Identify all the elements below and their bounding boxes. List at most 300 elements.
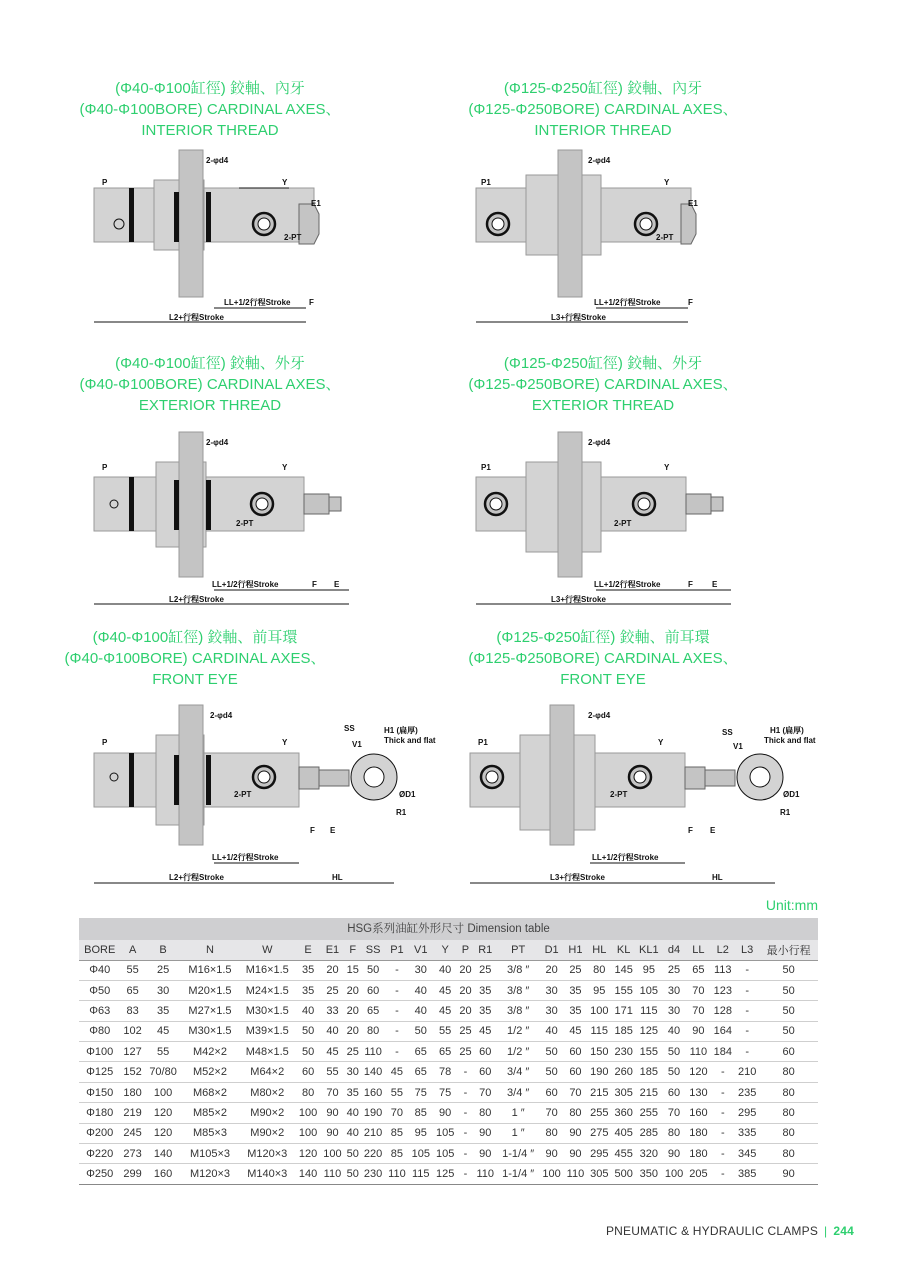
table-cell: 25 <box>457 1042 473 1062</box>
table-cell: 100 <box>662 1164 686 1184</box>
table-cell: 50 <box>759 1021 818 1041</box>
table-cell: M30×1.5 <box>181 1021 238 1041</box>
table-cell: 130 <box>686 1082 710 1102</box>
table-cell: 25 <box>320 980 344 1000</box>
table-cell: 140 <box>361 1062 385 1082</box>
table-cell: 90 <box>759 1164 818 1184</box>
table-cell: 100 <box>539 1164 563 1184</box>
table-cell: 120 <box>296 1144 320 1164</box>
table-cell: 105 <box>433 1144 457 1164</box>
table-cell: 40 <box>345 1103 361 1123</box>
table-cell: 70/80 <box>145 1062 182 1082</box>
table-cell: 3/8 ″ <box>497 1001 540 1021</box>
label-pt: 2-PT <box>234 790 252 799</box>
table-cell: 260 <box>611 1062 635 1082</box>
table-cell: 40 <box>345 1123 361 1143</box>
table-cell: - <box>711 1062 735 1082</box>
label-f: F <box>688 580 693 589</box>
table-row <box>79 960 818 980</box>
table-cell: - <box>711 1164 735 1184</box>
table-cell: 180 <box>120 1082 144 1102</box>
table-cell: 100 <box>587 1001 611 1021</box>
table-cell: Φ125 <box>79 1062 120 1082</box>
table-cell: - <box>735 1042 759 1062</box>
table-header-cell: KL1 <box>636 940 662 960</box>
table-header-cell: R1 <box>474 940 497 960</box>
diagram-title <box>438 353 768 416</box>
title-line-cn: (Φ40-Φ100缸徑) 鉸軸、外牙 <box>115 355 305 372</box>
table-cell: 215 <box>587 1082 611 1102</box>
table-cell: 405 <box>611 1123 635 1143</box>
label-l2: L2+行程Stroke <box>169 595 224 604</box>
table-header-cell: E1 <box>320 940 344 960</box>
table-cell: 70 <box>385 1103 408 1123</box>
table-cell: M42×2 <box>181 1042 238 1062</box>
table-cell: 110 <box>686 1042 710 1062</box>
table-header-row <box>79 940 818 960</box>
table-cell: 40 <box>539 1021 563 1041</box>
table-row <box>79 1021 818 1041</box>
label-d4: 2-φd4 <box>206 438 229 447</box>
label-y: Y <box>658 738 664 747</box>
table-header-cell: D1 <box>539 940 563 960</box>
table-cell: 20 <box>539 960 563 980</box>
label-d4: 2-φd4 <box>588 156 611 165</box>
table-cell: 160 <box>145 1164 182 1184</box>
table-cell: 295 <box>587 1144 611 1164</box>
table-cell: 100 <box>296 1103 320 1123</box>
table-cell: - <box>711 1082 735 1102</box>
table-cell: 120 <box>686 1062 710 1082</box>
table-cell: 210 <box>361 1123 385 1143</box>
table-cell: 105 <box>433 1123 457 1143</box>
table-cell: 80 <box>759 1123 818 1143</box>
table-cell: 60 <box>564 1042 587 1062</box>
table-cell: 30 <box>345 1062 361 1082</box>
label-f: F <box>688 826 693 835</box>
label-d4: 2-φd4 <box>210 711 233 720</box>
table-row <box>79 1103 818 1123</box>
table-cell: 1/2 ″ <box>497 1042 540 1062</box>
table-cell: 305 <box>611 1082 635 1102</box>
table-cell: 60 <box>759 1042 818 1062</box>
table-cell: 80 <box>759 1103 818 1123</box>
table-cell: 100 <box>145 1082 182 1102</box>
table-header-cell: B <box>145 940 182 960</box>
table-cell: 80 <box>587 960 611 980</box>
table-cell: 230 <box>361 1164 385 1184</box>
label-y: Y <box>282 738 288 747</box>
table-cell: 190 <box>361 1103 385 1123</box>
label-e: E <box>334 580 340 589</box>
table-cell: M52×2 <box>181 1062 238 1082</box>
table-cell: 35 <box>145 1001 182 1021</box>
table-cell: 127 <box>120 1042 144 1062</box>
table-cell: 45 <box>320 1042 344 1062</box>
table-cell: 55 <box>120 960 144 980</box>
table-cell: 155 <box>611 980 635 1000</box>
table-cell: 80 <box>296 1082 320 1102</box>
table-cell: 95 <box>636 960 662 980</box>
table-cell: 45 <box>385 1062 408 1082</box>
table-header-cell: L2 <box>711 940 735 960</box>
table-header-cell: Y <box>433 940 457 960</box>
table-cell: 78 <box>433 1062 457 1082</box>
table-cell: 1-1/4 ″ <box>497 1144 540 1164</box>
table-cell: 40 <box>409 980 433 1000</box>
table-cell: 35 <box>564 980 587 1000</box>
title-line-en: (Φ125-Φ250BORE) CARDINAL AXES、 <box>468 101 738 118</box>
diagram-interior-small <box>94 150 334 325</box>
table-cell: 45 <box>474 1021 497 1041</box>
table-cell: 25 <box>145 960 182 980</box>
table-cell: 70 <box>474 1082 497 1102</box>
page-number: 244 <box>833 1224 854 1238</box>
label-f: F <box>312 580 317 589</box>
table-header-cell: H1 <box>564 940 587 960</box>
label-e: E <box>330 826 336 835</box>
title-line-type: EXTERIOR THREAD <box>531 397 675 414</box>
table-cell: 160 <box>686 1103 710 1123</box>
table-cell: 55 <box>385 1082 408 1102</box>
table-row <box>79 1062 818 1082</box>
label-h1: H1 (扁厚) <box>770 726 804 735</box>
table-cell: 215 <box>636 1082 662 1102</box>
title-line-en: (Φ40-Φ100BORE) CARDINAL AXES、 <box>64 650 326 667</box>
table-cell: 245 <box>120 1123 144 1143</box>
title-line-type: FRONT EYE <box>560 671 646 688</box>
label-e: E <box>710 826 716 835</box>
table-cell: M16×1.5 <box>239 960 296 980</box>
table-cell: 20 <box>457 980 473 1000</box>
table-cell: 150 <box>587 1042 611 1062</box>
label-l2: L2+行程Stroke <box>169 873 224 882</box>
label-h1: H1 (扁厚) <box>384 726 418 735</box>
table-cell: 145 <box>611 960 635 980</box>
label-d4: 2-φd4 <box>206 156 229 165</box>
label-pt: 2-PT <box>610 790 628 799</box>
table-cell: 90 <box>320 1103 344 1123</box>
table-cell: 180 <box>686 1123 710 1143</box>
table-cell: 20 <box>320 960 344 980</box>
table-cell: 210 <box>735 1062 759 1082</box>
label-y: Y <box>282 178 288 187</box>
diagram-exterior-large <box>476 432 756 607</box>
table-cell: M68×2 <box>181 1082 238 1102</box>
table-cell: 40 <box>433 960 457 980</box>
table-cell: 190 <box>587 1062 611 1082</box>
label-pt: 2-PT <box>284 233 302 242</box>
title-line-en: (Φ125-Φ250BORE) CARDINAL AXES、 <box>468 376 738 393</box>
table-cell: Φ100 <box>79 1042 120 1062</box>
table-header-cell: KL <box>611 940 635 960</box>
table-cell: - <box>735 980 759 1000</box>
table-cell: 115 <box>409 1164 433 1184</box>
label-thick: Thick and flat <box>764 736 816 745</box>
table-cell: 40 <box>662 1021 686 1041</box>
label-ll: LL+1/2行程Stroke <box>212 853 279 862</box>
table-cell: 164 <box>711 1021 735 1041</box>
table-cell: 90 <box>539 1144 563 1164</box>
table-cell: M27×1.5 <box>181 1001 238 1021</box>
table-cell: 95 <box>587 980 611 1000</box>
table-cell: 25 <box>474 960 497 980</box>
table-cell: - <box>457 1082 473 1102</box>
table-cell: 20 <box>345 1001 361 1021</box>
table-cell: Φ63 <box>79 1001 120 1021</box>
table-cell: - <box>735 1001 759 1021</box>
table-cell: 60 <box>564 1062 587 1082</box>
label-p: P <box>102 738 108 747</box>
table-cell: 65 <box>409 1042 433 1062</box>
table-cell: 50 <box>759 980 818 1000</box>
label-pt: 2-PT <box>614 519 632 528</box>
table-cell: M90×2 <box>239 1103 296 1123</box>
table-header-cell: d4 <box>662 940 686 960</box>
table-cell: 65 <box>361 1001 385 1021</box>
table-cell: - <box>385 1001 408 1021</box>
table-cell: 35 <box>474 980 497 1000</box>
table-cell: - <box>385 1042 408 1062</box>
footer-separator: | <box>824 1224 828 1238</box>
table-cell: M20×1.5 <box>181 980 238 1000</box>
table-row <box>79 1042 818 1062</box>
table-cell: - <box>457 1103 473 1123</box>
diagram-title <box>438 78 768 141</box>
label-hl: HL <box>332 873 343 882</box>
title-line-type: EXTERIOR THREAD <box>138 397 282 414</box>
table-cell: 80 <box>759 1062 818 1082</box>
table-cell: 60 <box>539 1082 563 1102</box>
table-cell: 75 <box>433 1082 457 1102</box>
title-line-en: (Φ125-Φ250BORE) CARDINAL AXES、 <box>468 650 738 667</box>
label-l3: L3+行程Stroke <box>551 313 606 322</box>
label-p1: P1 <box>481 178 491 187</box>
table-cell: 110 <box>320 1164 344 1184</box>
table-cell: 35 <box>564 1001 587 1021</box>
table-cell: 90 <box>320 1123 344 1143</box>
table-cell: 90 <box>686 1021 710 1041</box>
table-cell: 80 <box>474 1103 497 1123</box>
table-header-cell: A <box>120 940 144 960</box>
table-cell: 70 <box>320 1082 344 1102</box>
table-cell: Φ150 <box>79 1082 120 1102</box>
label-e1: E1 <box>311 199 321 208</box>
table-header-cell: L3 <box>735 940 759 960</box>
table-cell: 273 <box>120 1144 144 1164</box>
table-cell: - <box>385 960 408 980</box>
table-cell: 140 <box>296 1164 320 1184</box>
table-cell: 70 <box>686 980 710 1000</box>
table-cell: 35 <box>345 1082 361 1102</box>
table-cell: 105 <box>636 980 662 1000</box>
title-line-en: (Φ40-Φ100BORE) CARDINAL AXES、 <box>79 376 341 393</box>
label-ss: SS <box>722 728 733 737</box>
table-cell: 30 <box>662 980 686 1000</box>
table-cell: 95 <box>409 1123 433 1143</box>
title-line-cn: (Φ125-Φ250缸徑) 鉸軸、前耳環 <box>496 629 710 646</box>
table-cell: 295 <box>735 1103 759 1123</box>
title-line-cn: (Φ40-Φ100缸徑) 鉸軸、前耳環 <box>92 629 298 646</box>
label-y: Y <box>282 463 288 472</box>
table-cell: 80 <box>759 1144 818 1164</box>
table-cell: Φ80 <box>79 1021 120 1041</box>
table-cell: 25 <box>457 1021 473 1041</box>
table-cell: 50 <box>361 960 385 980</box>
table-cell: - <box>711 1144 735 1164</box>
table-cell: 90 <box>662 1144 686 1164</box>
table-cell: - <box>385 1021 408 1041</box>
table-cell: 60 <box>662 1082 686 1102</box>
table-cell: 120 <box>145 1103 182 1123</box>
label-v1: V1 <box>352 740 362 749</box>
diagram-title <box>45 78 375 141</box>
label-ll: LL+1/2行程Stroke <box>594 580 661 589</box>
diagram-title <box>30 627 360 690</box>
table-cell: 50 <box>296 1021 320 1041</box>
table-cell: 80 <box>539 1123 563 1143</box>
table-cell: 152 <box>120 1062 144 1082</box>
table-row <box>79 1164 818 1184</box>
table-header-cell: HL <box>587 940 611 960</box>
diagram-exterior-small <box>94 432 354 607</box>
label-d4: 2-φd4 <box>588 438 611 447</box>
table-cell: Φ40 <box>79 960 120 980</box>
diagram-front-eye-large <box>470 705 820 885</box>
table-cell: - <box>735 960 759 980</box>
table-cell: 100 <box>320 1144 344 1164</box>
diagram-title <box>438 627 768 690</box>
table-cell: 20 <box>345 1021 361 1041</box>
table-cell: 110 <box>361 1042 385 1062</box>
label-thick: Thick and flat <box>384 736 436 745</box>
table-cell: 105 <box>409 1144 433 1164</box>
table-cell: 285 <box>636 1123 662 1143</box>
table-cell: Φ250 <box>79 1164 120 1184</box>
label-p1: P1 <box>481 463 491 472</box>
table-header-cell: N <box>181 940 238 960</box>
table-cell: 70 <box>662 1103 686 1123</box>
title-line-cn: (Φ125-Φ250缸徑) 鉸軸、內牙 <box>503 80 703 97</box>
table-cell: 50 <box>409 1021 433 1041</box>
table-cell: 160 <box>361 1082 385 1102</box>
table-cell: 30 <box>539 1001 563 1021</box>
table-cell: 3/4 ″ <box>497 1062 540 1082</box>
table-cell: 110 <box>474 1164 497 1184</box>
table-cell: M85×2 <box>181 1103 238 1123</box>
table-cell: - <box>711 1123 735 1143</box>
table-cell: 305 <box>587 1164 611 1184</box>
table-header-cell: E <box>296 940 320 960</box>
table-cell: 55 <box>320 1062 344 1082</box>
table-cell: 85 <box>409 1103 433 1123</box>
table-cell: 320 <box>636 1144 662 1164</box>
label-ll: LL+1/2行程Stroke <box>224 298 291 307</box>
table-cell: 65 <box>433 1042 457 1062</box>
label-ll: LL+1/2行程Stroke <box>594 298 661 307</box>
table-cell: 65 <box>409 1062 433 1082</box>
table-cell: 40 <box>296 1001 320 1021</box>
table-cell: 3/8 ″ <box>497 980 540 1000</box>
table-cell: M80×2 <box>239 1082 296 1102</box>
title-line-cn: (Φ125-Φ250缸徑) 鉸軸、外牙 <box>503 355 703 372</box>
table-cell: M24×1.5 <box>239 980 296 1000</box>
label-d4: 2-φd4 <box>588 711 611 720</box>
table-cell: 90 <box>564 1123 587 1143</box>
table-cell: 345 <box>735 1144 759 1164</box>
table-cell: 35 <box>296 980 320 1000</box>
title-line-type: INTERIOR THREAD <box>534 122 672 139</box>
table-row <box>79 1123 818 1143</box>
table-cell: Φ180 <box>79 1103 120 1123</box>
table-cell: 113 <box>711 960 735 980</box>
table-cell: 20 <box>457 960 473 980</box>
table-cell: 275 <box>587 1123 611 1143</box>
table-cell: 255 <box>587 1103 611 1123</box>
table-cell: 60 <box>474 1042 497 1062</box>
table-cell: - <box>457 1123 473 1143</box>
table-cell: 33 <box>320 1001 344 1021</box>
table-cell: 3/4 ″ <box>497 1082 540 1102</box>
table-cell: 50 <box>539 1062 563 1082</box>
table-cell: 1/2 ″ <box>497 1021 540 1041</box>
table-cell: 70 <box>686 1001 710 1021</box>
label-f: F <box>310 826 315 835</box>
table-cell: 50 <box>539 1042 563 1062</box>
table-cell: 185 <box>636 1062 662 1082</box>
label-y: Y <box>664 463 670 472</box>
table-header-cell: BORE <box>79 940 120 960</box>
table-cell: 115 <box>636 1001 662 1021</box>
label-ss: SS <box>344 724 355 733</box>
diagram-front-eye-small <box>94 705 436 885</box>
table-cell: 90 <box>474 1144 497 1164</box>
table-cell: 30 <box>662 1001 686 1021</box>
table-header-cell: SS <box>361 940 385 960</box>
table-cell: 185 <box>611 1021 635 1041</box>
table-cell: 299 <box>120 1164 144 1184</box>
label-ll: LL+1/2行程Stroke <box>592 853 659 862</box>
label-p: P <box>102 463 108 472</box>
table-cell: - <box>735 1021 759 1041</box>
table-cell: 184 <box>711 1042 735 1062</box>
table-header-cell: 最小行程 <box>759 940 818 960</box>
label-f: F <box>688 298 693 307</box>
label-f: F <box>309 298 314 307</box>
table-cell: 120 <box>145 1123 182 1143</box>
table-cell: 85 <box>385 1123 408 1143</box>
label-v1: V1 <box>733 742 743 751</box>
table-cell: 205 <box>686 1164 710 1184</box>
dimension-table <box>79 918 818 1185</box>
label-d1: ØD1 <box>783 790 800 799</box>
table-cell: 100 <box>296 1123 320 1143</box>
table-cell: M48×1.5 <box>239 1042 296 1062</box>
table-cell: M64×2 <box>239 1062 296 1082</box>
table-row <box>79 1001 818 1021</box>
table-cell: 140 <box>145 1144 182 1164</box>
table-cell: 30 <box>409 960 433 980</box>
table-header-cell: LL <box>686 940 710 960</box>
table-cell: 75 <box>409 1082 433 1102</box>
table-cell: 50 <box>662 1062 686 1082</box>
table-cell: 25 <box>564 960 587 980</box>
table-cell: - <box>457 1164 473 1184</box>
table-body <box>79 960 818 1184</box>
table-cell: 1-1/4 ″ <box>497 1164 540 1184</box>
table-cell: 80 <box>564 1103 587 1123</box>
table-cell: 60 <box>296 1062 320 1082</box>
